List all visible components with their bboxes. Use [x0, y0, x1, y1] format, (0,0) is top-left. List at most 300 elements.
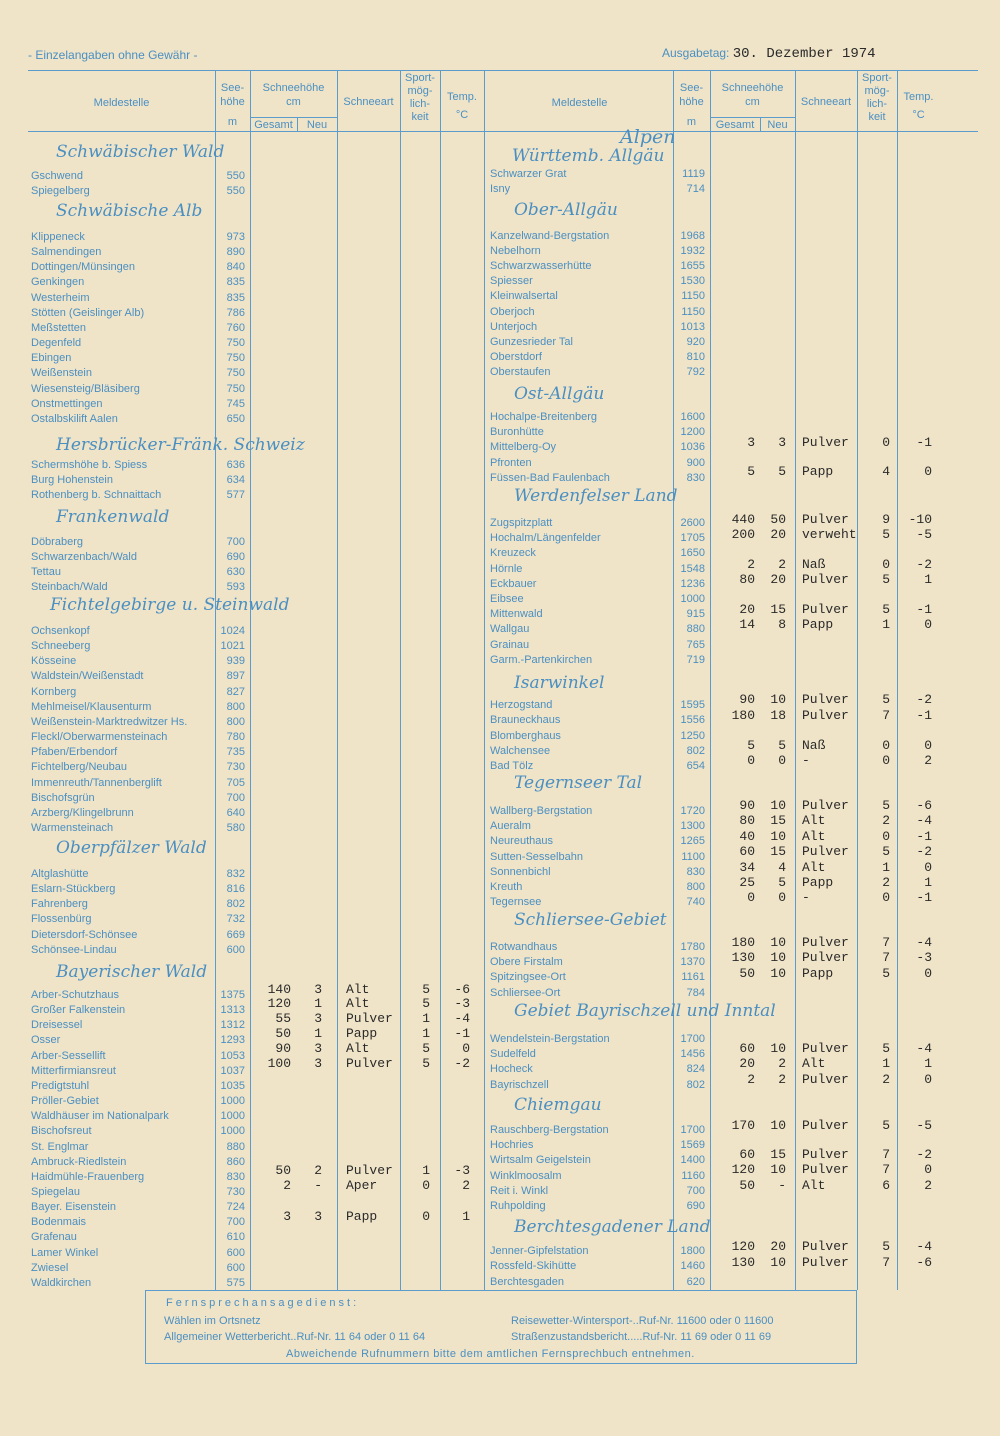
station-altitude: 800 — [226, 700, 245, 713]
station-altitude: 1150 — [681, 290, 705, 303]
station-name: Großer Falkenstein — [31, 1004, 126, 1017]
report-new: 10 — [770, 950, 786, 965]
report-temp: 0 — [924, 738, 932, 753]
report-snow-type: Pulver — [802, 1162, 849, 1177]
station-altitude: 1100 — [681, 850, 705, 863]
report-new: 0 — [778, 890, 786, 905]
station-altitude: 1312 — [220, 1019, 245, 1032]
report-snow-type: Pulver — [802, 1239, 849, 1254]
station-altitude: 735 — [226, 746, 245, 759]
station-altitude: 600 — [226, 1246, 245, 1259]
report-temp: -2 — [916, 557, 932, 572]
report-temp: 2 — [462, 1178, 470, 1193]
station-altitude: 669 — [226, 928, 245, 941]
header-bottom-rule — [28, 131, 978, 132]
station-name: Rothenberg b. Schnaittach — [31, 489, 162, 502]
station-altitude: 1400 — [680, 1154, 705, 1167]
report-snow-type: Alt — [346, 1041, 370, 1056]
report-sport: 7 — [882, 1147, 890, 1162]
station-name: Döbraberg — [31, 536, 83, 548]
footer-line-4: Straßenzustandsbericht.....Ruf-Nr. 11 69 oder 0 11 69 — [511, 1331, 772, 1343]
column-header-total: Gesamt — [254, 119, 293, 131]
station-altitude: 700 — [226, 1216, 245, 1229]
column-header-sport — [857, 72, 897, 124]
station-name: Burg Hohenstein — [31, 474, 113, 487]
report-sport: 5 — [882, 1118, 890, 1133]
report-new: 50 — [770, 512, 786, 527]
station-name: Jenner-Gipfelstation — [490, 1245, 589, 1257]
column-header-type: Schneeart — [800, 96, 852, 108]
station-altitude: 1548 — [680, 562, 705, 575]
report-sport: 9 — [882, 512, 890, 527]
report-snow-type: verweht — [802, 527, 857, 542]
station-name: Pfronten — [490, 456, 532, 469]
station-name: Unterjoch — [490, 320, 538, 333]
report-total: 20 — [739, 602, 755, 617]
station-altitude: 1024 — [220, 625, 245, 637]
station-altitude: 580 — [226, 821, 245, 834]
report-snow-type: Pulver — [802, 844, 849, 859]
station-name: Bodenmais — [31, 1216, 87, 1229]
region-title: Schliersee-Gebiet — [514, 910, 667, 930]
report-new: 10 — [770, 966, 786, 981]
report-sport: 0 — [882, 435, 890, 450]
report-total: 120 — [267, 996, 291, 1011]
region-title: Hersbrücker-Fränk. Schweiz — [56, 435, 305, 455]
grid-vline — [795, 70, 796, 1290]
station-name: Bischofsgrün — [31, 791, 95, 804]
report-sport: 5 — [422, 1041, 430, 1056]
altitude-header-line: m — [227, 116, 238, 128]
report-new: 18 — [770, 708, 786, 723]
snow-header-line: Schneehöhe — [262, 82, 325, 94]
station-name: Wallberg-Bergstation — [490, 805, 593, 817]
station-altitude: 832 — [226, 868, 245, 880]
report-sport: 2 — [882, 813, 890, 828]
report-sport: 0 — [882, 738, 890, 753]
region-title: Württemb. Allgäu — [512, 146, 665, 166]
station-altitude: 880 — [686, 623, 705, 636]
report-new: 8 — [778, 617, 786, 632]
station-altitude: 636 — [226, 459, 245, 471]
station-altitude: 1000 — [220, 1125, 245, 1138]
report-new: 5 — [778, 464, 786, 479]
sport-header-line: mög- — [407, 85, 433, 97]
station-name: Hocheck — [490, 1063, 533, 1076]
column-header-new: Neu — [306, 119, 328, 131]
region-title: Ost-Allgäu — [514, 384, 605, 404]
station-name: Flossenbürg — [31, 913, 92, 926]
report-new: 5 — [778, 738, 786, 753]
station-altitude: 1037 — [220, 1064, 245, 1077]
station-altitude: 750 — [226, 337, 245, 350]
issue-date-line — [662, 46, 876, 62]
station-name: Wallgau — [490, 623, 530, 636]
station-name: Spitzingsee-Ort — [490, 971, 566, 984]
station-altitude: 1700 — [680, 1124, 705, 1136]
report-total: 14 — [739, 617, 755, 632]
station-name: Genkingen — [31, 276, 85, 289]
report-temp: -4 — [916, 1041, 932, 1056]
report-total: 60 — [739, 1147, 755, 1162]
report-temp: -6 — [454, 982, 470, 997]
region-title: Frankenwald — [56, 507, 170, 527]
altitude-header-line: höhe — [220, 96, 245, 108]
report-new: 3 — [314, 982, 322, 997]
report-new: - — [314, 1178, 322, 1193]
report-new: 3 — [778, 435, 786, 450]
report-snow-type: Papp — [802, 464, 834, 479]
station-name: Bad Tölz — [490, 760, 534, 773]
station-altitude: 1530 — [680, 275, 705, 288]
report-snow-type: Pulver — [346, 1056, 393, 1071]
station-name: Fichtelberg/Neubau — [31, 761, 128, 774]
report-temp: -1 — [916, 890, 932, 905]
altitude-header-line: See- — [220, 82, 245, 94]
station-altitude: 1265 — [680, 835, 705, 848]
station-altitude: 1370 — [680, 956, 705, 969]
report-snow-type: Pulver — [802, 1118, 849, 1133]
report-new: 20 — [770, 1239, 786, 1254]
station-altitude: 802 — [686, 1078, 705, 1091]
station-name: Brauneckhaus — [490, 714, 561, 727]
station-name: Hörnle — [490, 562, 523, 575]
report-new: 10 — [770, 935, 786, 950]
report-snow-type: Pulver — [802, 1041, 849, 1056]
station-altitude: 802 — [686, 744, 705, 757]
temp-header-line: Temp. — [447, 91, 477, 103]
report-new: 2 — [778, 1072, 786, 1087]
region-heading-alpen: Alpen — [620, 126, 676, 148]
station-name: Walchensee — [490, 744, 551, 757]
station-name: Bayrischzell — [490, 1078, 549, 1091]
report-new: 10 — [770, 692, 786, 707]
station-name: Tegernsee — [490, 896, 542, 909]
region-title: Werdenfelser Land — [514, 486, 678, 506]
station-altitude: 750 — [226, 382, 245, 395]
region-title: Bayerischer Wald — [56, 962, 208, 982]
column-header-snow — [250, 81, 337, 109]
station-altitude: 810 — [686, 350, 705, 363]
report-new: 10 — [770, 829, 786, 844]
report-snow-type: Papp — [802, 966, 834, 981]
station-name: Pröller-Gebiet — [31, 1095, 99, 1108]
header-top-rule — [28, 70, 978, 71]
station-altitude: 1119 — [682, 168, 705, 180]
station-altitude: 1720 — [680, 805, 705, 817]
station-name: Kreuth — [490, 881, 523, 893]
grid-vline — [484, 70, 485, 1290]
station-name: Schönsee-Lindau — [31, 943, 117, 956]
report-sport: 1 — [882, 617, 890, 632]
report-sport: 4 — [882, 464, 890, 479]
station-name: Lamer Winkel — [31, 1246, 99, 1259]
column-header-new: Neu — [767, 119, 788, 131]
report-new: 15 — [770, 602, 786, 617]
station-altitude: 575 — [226, 1276, 245, 1289]
station-altitude: 620 — [686, 1275, 705, 1288]
station-name: Ebingen — [31, 352, 72, 365]
station-altitude: 593 — [226, 581, 245, 594]
report-total: 130 — [731, 1255, 755, 1270]
report-sport: 7 — [882, 1162, 890, 1177]
sport-header-line: Sport- — [405, 72, 435, 84]
report-sport: 5 — [882, 602, 890, 617]
station-name: Schermshöhe b. Spiess — [31, 459, 148, 471]
station-name: Gunzesrieder Tal — [490, 335, 573, 348]
report-temp: -4 — [454, 1011, 470, 1026]
station-name: Berchtesgaden — [490, 1275, 564, 1288]
station-name: Kreuzeck — [490, 547, 536, 560]
region-title: Fichtelgebirge u. Steinwald — [50, 595, 290, 615]
footer-line-5: Abweichende Rufnummern bitte dem amtlichen Fernsprechbuch entnehmen. — [286, 1348, 695, 1360]
report-sport: 5 — [882, 1239, 890, 1254]
grid-vline — [897, 70, 898, 1290]
station-name: Hochries — [490, 1139, 534, 1152]
snow-header-line: Schneehöhe — [721, 82, 784, 94]
station-name: Wirtsalm Geigelstein — [490, 1154, 591, 1167]
station-altitude: 1300 — [680, 820, 705, 833]
report-total: 180 — [731, 935, 755, 950]
station-altitude: 577 — [226, 489, 245, 502]
report-sport: 7 — [882, 1255, 890, 1270]
report-snow-type: Pulver — [802, 1255, 849, 1270]
report-total: 3 — [283, 1209, 291, 1224]
station-name: Fahrenberg — [31, 898, 88, 911]
grid-vline — [250, 70, 251, 1290]
report-total: 90 — [739, 798, 755, 813]
station-name: Onstmettingen — [31, 397, 103, 410]
report-total: 2 — [283, 1178, 291, 1193]
report-snow-type: Pulver — [802, 512, 849, 527]
report-temp: 1 — [924, 572, 932, 587]
station-name: Pfaben/Erbendorf — [31, 746, 118, 759]
station-altitude: 1968 — [680, 230, 705, 242]
station-name: Immenreuth/Tannenberglift — [31, 776, 162, 789]
report-temp: -1 — [454, 1026, 470, 1041]
station-altitude: 1456 — [680, 1048, 705, 1061]
report-snow-type: Pulver — [802, 708, 849, 723]
column-header-altitude — [673, 81, 710, 129]
station-altitude: 1600 — [680, 411, 705, 423]
report-snow-type: Naß — [802, 557, 826, 572]
report-total: 40 — [739, 829, 755, 844]
station-name: Warmensteinach — [31, 821, 114, 834]
station-altitude: 1000 — [680, 593, 705, 605]
station-name: Mittenwald — [490, 608, 543, 621]
station-name: Schneeberg — [31, 640, 91, 653]
report-temp: -6 — [916, 1255, 932, 1270]
report-total: 80 — [739, 813, 755, 828]
station-name: Mittelberg-Oy — [490, 441, 557, 454]
station-name: Oberjoch — [490, 305, 535, 318]
station-name: Zwiesel — [31, 1261, 69, 1274]
report-sport: 2 — [882, 1072, 890, 1087]
station-altitude: 1800 — [680, 1245, 705, 1257]
station-name: Buronhütte — [490, 426, 544, 439]
report-total: 50 — [275, 1026, 291, 1041]
station-name: Mitterfirmiansreut — [31, 1064, 116, 1077]
sport-header-line: keit — [868, 111, 886, 123]
station-altitude: 2600 — [680, 517, 705, 529]
station-name: Arzberg/Klingelbrunn — [31, 806, 134, 819]
station-altitude: 760 — [226, 321, 245, 334]
report-total: 200 — [731, 527, 755, 542]
report-total: 60 — [739, 844, 755, 859]
station-name: Weißenstein-Marktredwitzer Hs. — [31, 715, 188, 728]
station-altitude: 830 — [686, 471, 705, 484]
report-temp: -1 — [916, 829, 932, 844]
station-name: Salmendingen — [31, 246, 102, 259]
station-name: Westerheim — [31, 291, 90, 304]
station-altitude: 719 — [686, 653, 705, 666]
report-temp: 0 — [924, 1072, 932, 1087]
report-sport: 0 — [422, 1178, 430, 1193]
column-header-temp — [440, 88, 484, 124]
station-altitude: 610 — [226, 1231, 245, 1244]
report-new: 5 — [778, 875, 786, 890]
report-new: - — [778, 1178, 786, 1193]
station-altitude: 1705 — [680, 532, 705, 545]
report-temp: 0 — [924, 860, 932, 875]
report-snow-type: - — [802, 890, 810, 905]
region-title: Chiemgau — [514, 1095, 602, 1115]
report-total: 5 — [747, 738, 755, 753]
report-new: 20 — [770, 572, 786, 587]
report-new: 15 — [770, 813, 786, 828]
station-name: Kösseine — [31, 655, 77, 668]
report-temp: -2 — [916, 692, 932, 707]
report-new: 3 — [314, 1041, 322, 1056]
station-name: Sutten-Sesselbahn — [490, 850, 583, 863]
station-name: Tettau — [31, 566, 61, 579]
report-total: 170 — [731, 1118, 755, 1133]
phone-service-box — [145, 1290, 857, 1364]
station-altitude: 1000 — [220, 1095, 245, 1108]
report-temp: -2 — [916, 1147, 932, 1162]
station-altitude: 550 — [226, 185, 245, 198]
report-snow-type: Pulver — [802, 602, 849, 617]
station-altitude: 765 — [686, 638, 705, 651]
station-name: Eslarn-Stückberg — [31, 883, 116, 896]
report-sport: 7 — [882, 950, 890, 965]
report-snow-type: Pulver — [346, 1011, 393, 1026]
report-temp: -1 — [916, 435, 932, 450]
report-total: 180 — [731, 708, 755, 723]
station-altitude: 1160 — [681, 1169, 705, 1182]
column-header-snow — [710, 81, 795, 109]
station-altitude: 1250 — [680, 729, 705, 742]
report-snow-type: Pulver — [802, 572, 849, 587]
report-total: 60 — [739, 1041, 755, 1056]
sport-header-line: lich- — [866, 98, 888, 110]
report-sport: 1 — [422, 1026, 430, 1041]
report-total: 50 — [739, 966, 755, 981]
report-temp: 0 — [924, 617, 932, 632]
station-altitude: 1556 — [680, 714, 705, 727]
station-altitude: 1035 — [220, 1079, 245, 1092]
column-header-station: Meldestelle — [93, 97, 150, 109]
station-altitude: 700 — [226, 791, 245, 804]
station-altitude: 550 — [226, 170, 245, 182]
report-temp: -4 — [916, 935, 932, 950]
report-total: 80 — [739, 572, 755, 587]
region-title: Gebiet Bayrischzell und Inntal — [514, 1001, 776, 1021]
station-name: Spiegelberg — [31, 185, 90, 198]
report-new: 10 — [770, 798, 786, 813]
report-snow-type: Aper — [346, 1178, 378, 1193]
station-altitude: 800 — [226, 715, 245, 728]
station-name: Waldhäuser im Nationalpark — [31, 1110, 169, 1123]
report-new: 10 — [770, 1255, 786, 1270]
report-sport: 7 — [882, 935, 890, 950]
station-name: Weißenstein — [31, 367, 92, 380]
temp-header-line: Temp. — [903, 91, 934, 103]
snow-header-line: cm — [745, 96, 760, 108]
station-altitude: 860 — [226, 1155, 245, 1168]
station-altitude: 634 — [226, 474, 245, 487]
report-new: 1 — [314, 1026, 322, 1041]
station-altitude: 732 — [226, 913, 245, 926]
station-name: Eibsee — [490, 593, 524, 605]
station-name: Oberstdorf — [490, 350, 542, 363]
report-total: 2 — [747, 557, 755, 572]
station-name: Dietersdorf-Schönsee — [31, 928, 138, 941]
grid-vline — [400, 70, 401, 1290]
temp-header-line: °C — [912, 109, 925, 121]
station-altitude: 1375 — [220, 989, 245, 1001]
station-name: Zugspitzplatt — [490, 517, 553, 529]
station-name: Ochsenkopf — [31, 625, 90, 637]
station-name: Degenfeld — [31, 337, 82, 350]
station-altitude: 1053 — [220, 1049, 245, 1062]
station-altitude: 724 — [226, 1201, 245, 1214]
station-name: Oberstaufen — [490, 365, 551, 378]
report-total: 34 — [739, 860, 755, 875]
report-temp: -4 — [916, 1239, 932, 1254]
report-total: 2 — [747, 1072, 755, 1087]
station-name: Waldkirchen — [31, 1276, 92, 1289]
grid-vline — [857, 70, 858, 1290]
disclaimer: - Einzelangaben ohne Gewähr - — [28, 48, 198, 62]
report-snow-type: Pulver — [802, 798, 849, 813]
report-snow-type: Alt — [802, 829, 826, 844]
station-altitude: 714 — [686, 183, 705, 196]
station-name: Waldstein/Weißenstadt — [31, 670, 144, 683]
station-name: Rauschberg-Bergstation — [490, 1124, 609, 1136]
report-temp: -4 — [916, 813, 932, 828]
region-title: Oberpfälzer Wald — [56, 838, 207, 858]
report-total: 440 — [731, 512, 755, 527]
footer-title: Fernsprechansagedienst: — [166, 1297, 360, 1309]
sport-header-line: Sport- — [862, 72, 892, 84]
station-name: Osser — [31, 1034, 61, 1047]
station-altitude: 1021 — [220, 640, 245, 653]
station-altitude: 840 — [226, 261, 245, 274]
station-name: Eckbauer — [490, 577, 537, 590]
report-new: 4 — [778, 860, 786, 875]
station-altitude: 1150 — [681, 305, 705, 318]
report-sport: 7 — [882, 708, 890, 723]
report-snow-type: Alt — [346, 996, 370, 1011]
grid-vline — [710, 70, 711, 1290]
station-altitude: 827 — [226, 685, 245, 698]
report-sport: 5 — [422, 996, 430, 1011]
report-temp: -6 — [916, 798, 932, 813]
report-sport: 0 — [882, 829, 890, 844]
station-altitude: 890 — [226, 246, 245, 259]
station-name: Schliersee-Ort — [490, 986, 561, 999]
